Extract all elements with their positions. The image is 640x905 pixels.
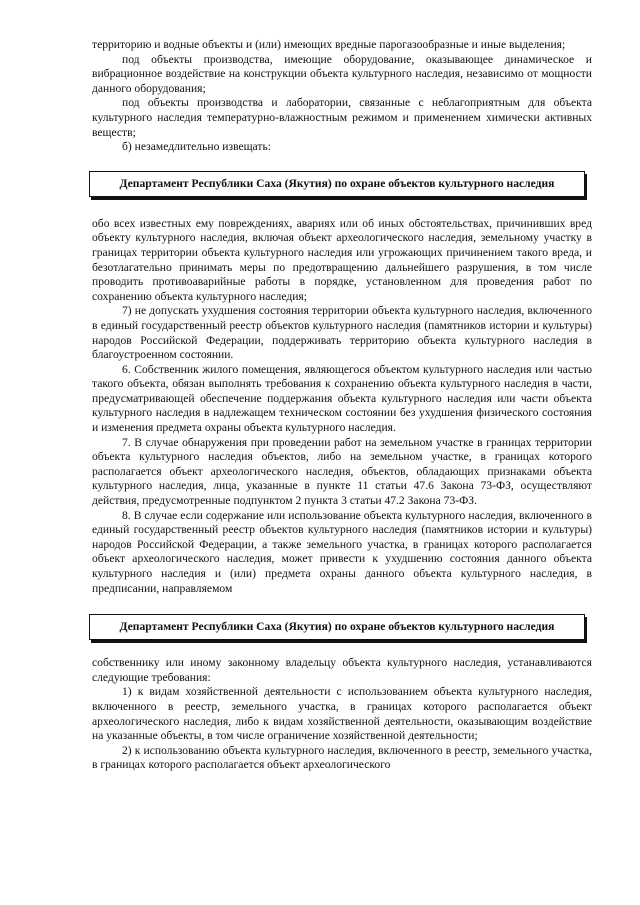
paragraph: 6. Собственник жилого помещения, являющегося объектом культурного наследия или частью такого объекта, обязан выполнять требования к сохранению объекта культурного наследия в части, предусматривающей обеспечение поддержания объекта культурного наследия или части объекта культурного наследия в надлежащем техническом состоянии без ухудшения физического состояния и изменения предмета охраны объекта культурного наследия.	[92, 362, 592, 435]
paragraph: территорию и водные объекты и (или) имеющих вредные парогазообразные и иные выделения;	[92, 38, 566, 51]
document-page	[92, 38, 592, 773]
paragraph: 8. В случае если содержание или использование объекта культурного наследия, включенного в единый государственный реестр объектов культурного наследия (памятников истории и культуры) народов Российской Федерации, а также земельного участка, в границах которого располагается объект археологического наследия, может привести к ухудшению состояния данного объекта культурного наследия и (или) предмета охраны данного объекта культурного наследия, в предписании, направляемом	[92, 508, 592, 595]
paragraph: 7. В случае обнаружения при проведении работ на земельном участке в границах территории объекта культурного наследия объектов, либо на земельном участке, в границах которого располагается объект археологического наследия, объектов, обладающих признаками объекта культурного наследия, лица, указанные в пункте 11 статьи 47.6 Закона 73-ФЗ, осуществляют действия, предусмотренные подпунктом 2 пункта 3 статьи 47.2 Закона 73-ФЗ.	[92, 435, 592, 508]
paragraph: 7) не допускать ухудшения состояния территории объекта культурного наследия, включенного в единый государственный реестр объектов культурного наследия (памятников истории и культуры) народов Российской Федерации, поддерживать территорию объекта культурного наследия в благоустроенном состоянии.	[92, 304, 592, 362]
paragraph: 1) к видам хозяйственной деятельности с использованием объекта культурного наследия, включенного в реестр, земельного участка, в границах которого располагается объект археологического наследия, либо к видам хозяйственной деятельности, оказывающим воздействие на указанные объекты, в том числе ограничение хозяйственной деятельности;	[92, 685, 592, 743]
department-banner: Департамент Республики Саха (Якутия) по охране объектов культурного наследия	[89, 171, 585, 197]
paragraph: под объекты производства и лаборатории, связанные с неблагоприятным для объекта культурного наследия температурно-влажностным режимом и применением химически активных веществ;	[92, 96, 592, 139]
paragraph: под объекты производства, имеющие оборудование, оказывающее динамическое и вибрационное воздействие на конструкции объекта культурного наследия, независимо от мощности данного оборудования;	[92, 52, 592, 95]
paragraph: б) незамедлительно извещать:	[122, 140, 271, 154]
paragraph: 2) к использованию объекта культурного наследия, включенного в реестр, земельного участка, в границах которого располагается объект археологического	[92, 743, 592, 772]
department-banner: Департамент Республики Саха (Якутия) по охране объектов культурного наследия	[89, 614, 585, 640]
paragraph: обо всех известных ему повреждениях, авариях или об иных обстоятельствах, причинивших вред объекту культурного наследия, включая объект археологического наследия, земельному участку в границах территории объекта культурного наследия или угрожающих причинением такого вреда, и безотлагательно принимать меры по предотвращению дальнейшего разрушения, в том числе проводить противоаварийные работы в порядке, установленном для проведения работ по сохранению объекта культурного наследия;	[92, 216, 592, 303]
paragraph: собственнику или иному законному владельцу объекта культурного наследия, устанавливаются следующие требования:	[92, 656, 592, 684]
